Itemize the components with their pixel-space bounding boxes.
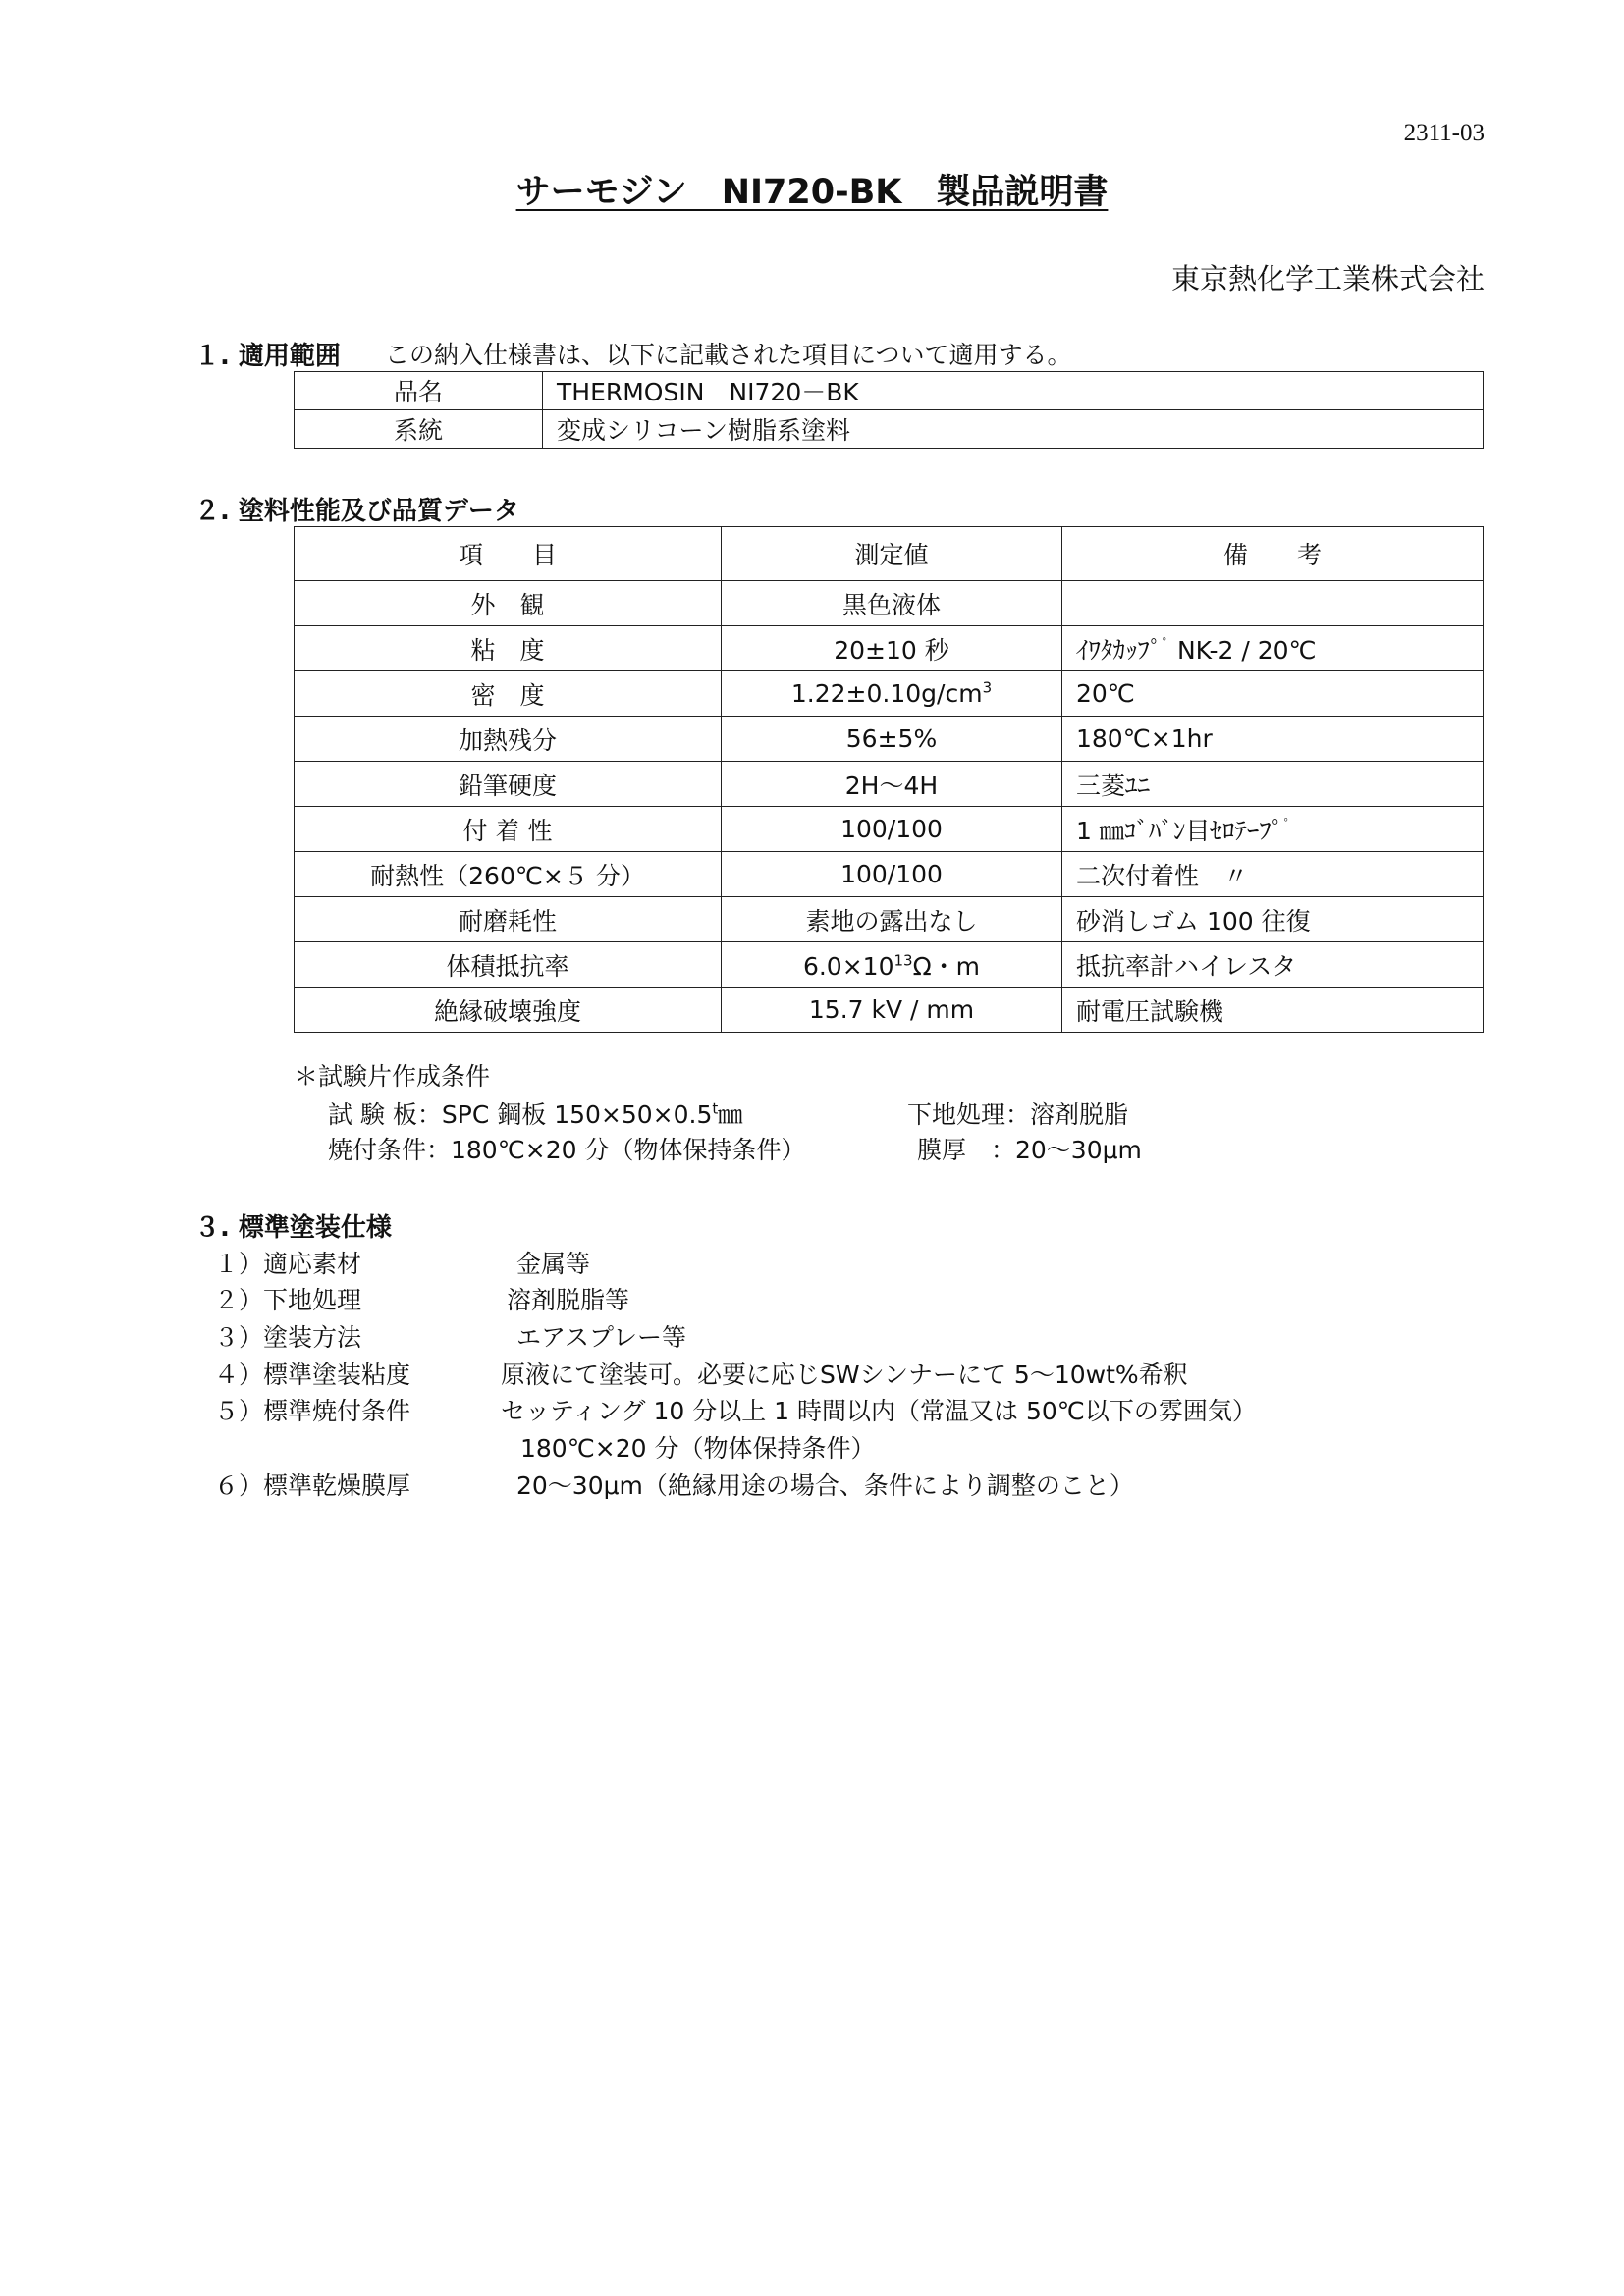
row-note: 砂消しゴム 100 往復 xyxy=(1062,897,1484,942)
row-item: 付 着 性 xyxy=(295,807,722,852)
note-text: 1 ㎜ｺﾞﾊﾞﾝ目ｾﾛﾃｰﾌﾟ xyxy=(1076,816,1284,845)
spec-value: 20～30μm（絶縁用途の場合、条件により調整のこと） xyxy=(516,1471,1134,1500)
row-note: 抵抗率計ハイレスタ xyxy=(1062,942,1484,988)
row-note xyxy=(1062,807,1484,852)
table-row xyxy=(295,988,1484,1033)
spec-label: ４）標準塗装粘度 xyxy=(214,1361,411,1389)
quality-header-row xyxy=(295,527,1484,581)
value-text: 1.22±0.10g/cm xyxy=(790,679,983,708)
row-item: 耐熱性（260℃×５ 分） xyxy=(295,852,722,897)
header-item: 項 目 xyxy=(295,527,722,581)
document-number: 2311-03 xyxy=(1403,120,1485,146)
table-row xyxy=(295,807,1484,852)
test-plate xyxy=(328,1095,742,1131)
table-row xyxy=(295,717,1484,762)
spec-label: ２）下地処理 xyxy=(214,1286,362,1314)
spec-value: 金属等 xyxy=(516,1250,591,1278)
scope-label: 品名 xyxy=(295,372,543,410)
company-name: 東京熱化学工業株式会社 xyxy=(1170,262,1485,295)
row-value: 素地の露出なし xyxy=(722,897,1062,942)
row-value: 100/100 xyxy=(722,807,1062,852)
scope-row xyxy=(295,372,1484,410)
section1-intro: この納入仕様書は、以下に記載された項目について適用する。 xyxy=(385,341,1072,369)
row-item: 外 観 xyxy=(295,581,722,626)
spec-value: エアスプレー等 xyxy=(516,1323,687,1352)
section1-heading: １. 適用範囲 xyxy=(194,342,341,371)
spec-value-continued: 180℃×20 分（物体保持条件） xyxy=(520,1434,876,1463)
table-row xyxy=(295,581,1484,626)
spec-label: ６）標準乾燥膜厚 xyxy=(214,1471,411,1500)
value-superscript: 3 xyxy=(982,678,993,697)
table-row xyxy=(295,626,1484,671)
header-note: 備 考 xyxy=(1062,527,1484,581)
test-pretreatment: 下地処理：溶剤脱脂 xyxy=(907,1100,1129,1129)
scope-label: 系統 xyxy=(295,410,543,449)
row-value: 黒色液体 xyxy=(722,581,1062,626)
table-row xyxy=(295,897,1484,942)
row-item: 加熱残分 xyxy=(295,717,722,762)
row-item: 密 度 xyxy=(295,671,722,717)
scope-value: 変成シリコーン樹脂系塗料 xyxy=(543,410,1484,449)
row-note: 二次付着性 〃 xyxy=(1062,852,1484,897)
scope-row xyxy=(295,410,1484,449)
row-item: 体積抵抗率 xyxy=(295,942,722,988)
test-plate-unit: ㎜ xyxy=(718,1100,743,1129)
spec-value: 溶剤脱脂等 xyxy=(507,1286,630,1314)
value-text: 6.0×10 xyxy=(802,951,894,981)
row-item: 粘 度 xyxy=(295,626,722,671)
row-item: 絶縁破壊強度 xyxy=(295,988,722,1033)
note-text: ｲﾜﾀｶｯﾌﾟ xyxy=(1076,635,1163,665)
test-film-thickness: 膜厚 ：20～30μm xyxy=(917,1136,1142,1164)
row-value xyxy=(722,942,1062,988)
note-superscript: ﾟ xyxy=(1283,816,1291,834)
row-value: 56±5% xyxy=(722,717,1062,762)
table-row xyxy=(295,762,1484,807)
spec-label: ３）塗装方法 xyxy=(214,1323,362,1352)
page-title xyxy=(0,165,1624,214)
spec-label: １）適応素材 xyxy=(214,1250,362,1278)
test-conditions-heading: ＊試験片作成条件 xyxy=(294,1062,491,1091)
page-title-text: サーモジン NI720-BK 製品説明書 xyxy=(515,173,1109,212)
table-row xyxy=(295,671,1484,717)
note-text-tail: NK-2 / 20℃ xyxy=(1169,635,1317,665)
spec-value: セッティング 10 分以上 1 時間以内（常温又は 50℃以下の雰囲気） xyxy=(501,1397,1257,1425)
row-note: 180℃×1hr xyxy=(1062,717,1484,762)
row-value: 100/100 xyxy=(722,852,1062,897)
test-bake-conditions: 焼付条件：180℃×20 分（物体保持条件） xyxy=(328,1136,806,1164)
row-note xyxy=(1062,581,1484,626)
row-note: 20℃ xyxy=(1062,671,1484,717)
row-note: 耐電圧試験機 xyxy=(1062,988,1484,1033)
value-superscript: 13 xyxy=(893,951,913,970)
scope-value: THERMOSIN NI720－BK xyxy=(543,372,1484,410)
row-value: 20±10 秒 xyxy=(722,626,1062,671)
row-value xyxy=(722,671,1062,717)
row-note xyxy=(1062,626,1484,671)
section3-heading: ３. 標準塗装仕様 xyxy=(194,1213,392,1243)
section2-heading: ２. 塗料性能及び品質データ xyxy=(194,497,519,526)
row-item: 耐磨耗性 xyxy=(295,897,722,942)
spec-value: 原液にて塗装可。必要に応じSWシンナーにて 5～10wt%希釈 xyxy=(501,1361,1188,1389)
note-superscript: ﾟ xyxy=(1162,635,1170,654)
table-row xyxy=(295,852,1484,897)
test-plate-superscript: t xyxy=(712,1099,719,1118)
scope-table xyxy=(294,371,1484,449)
table-row xyxy=(295,942,1484,988)
value-text-tail: Ω・m xyxy=(912,951,981,981)
header-value: 測定値 xyxy=(722,527,1062,581)
row-note: 三菱ﾕﾆ xyxy=(1062,762,1484,807)
quality-table xyxy=(294,526,1484,1033)
row-item: 鉛筆硬度 xyxy=(295,762,722,807)
row-value: 2H～4H xyxy=(722,762,1062,807)
spec-label: ５）標準焼付条件 xyxy=(214,1397,411,1425)
test-plate-text: 試 験 板：SPC 鋼板 150×50×0.5 xyxy=(328,1100,713,1129)
row-value: 15.7 kV / mm xyxy=(722,988,1062,1033)
